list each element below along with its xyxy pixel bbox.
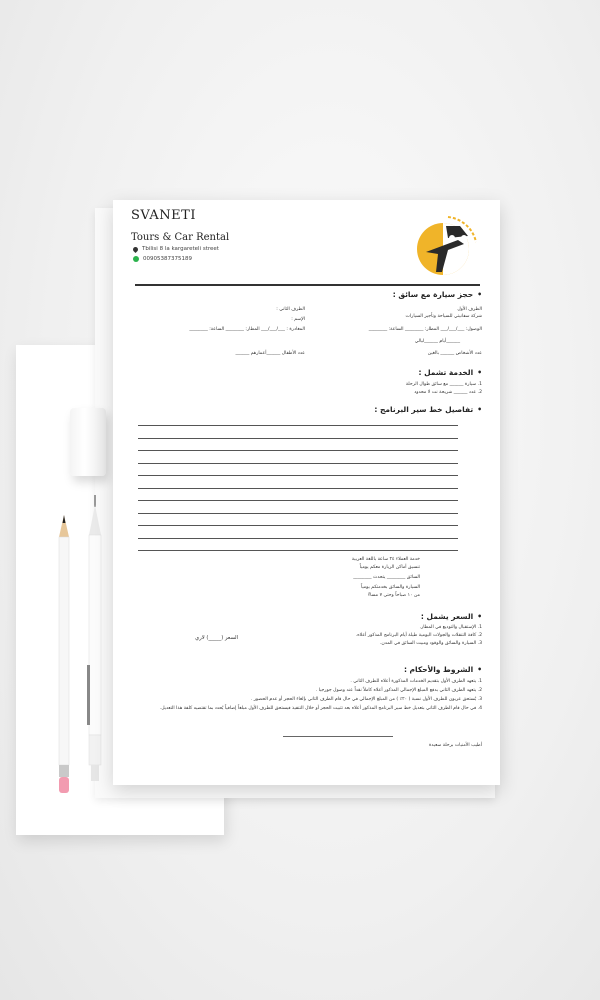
closing-text: أطيب الأمنيات برحلة سعيدة [429, 743, 482, 748]
write-line [138, 500, 458, 501]
arrival-line: الوصول: ___/___/___ المطار: ________ الساعة: ________ [368, 327, 482, 332]
terms-title: • الشروط والأحكام : [404, 665, 482, 674]
write-line [138, 425, 458, 426]
phone-text: 00905387375189 [143, 256, 192, 262]
price-item: 3. السيارة والسائق والوقود ومبيت السائق في المدن. [379, 641, 482, 646]
write-line [138, 488, 458, 489]
program-lines [138, 425, 458, 563]
company-subtitle: Tours & Car Rental [131, 232, 230, 243]
name-label: الإسم : [291, 317, 305, 322]
write-line [138, 550, 458, 551]
departure-line: المغادرة : ___/___/___ المطار: ________ الساعة: ________ [189, 327, 305, 332]
address-text: Tbilisi 8 la kargareteli street [142, 246, 219, 252]
first-party-label: الطرف الأول [457, 307, 482, 312]
children-line: عدد الأطفال ______أعمارهم ______ [235, 351, 305, 356]
eraser [70, 408, 106, 476]
whatsapp-icon [133, 256, 139, 262]
second-party-label: الطرف الثاني : [276, 307, 305, 312]
terms-item: 1. يتعهد الطرف الأول بتقديم الخدمات المذكورة أعلاه للطرف الثاني . [350, 679, 482, 684]
days-line: ______أيام ______ليالي [414, 339, 460, 344]
contact-info [133, 246, 219, 266]
signature-line [283, 736, 393, 737]
header-divider [135, 284, 480, 286]
write-line [138, 450, 458, 451]
mechanical-pencil-icon [82, 495, 108, 785]
terms-item: 4. في حال قام الطرف الثاني بتعديل خط سير البرنامج المذكور أعلاه بعد تثبيت الحجز أو خلال التنفيذ فيستحق للطرف الأول مبلغاً إضافياً يُحدد بما تقتضيه كلفة هذا التعديل. [159, 706, 482, 711]
pencil-icon [55, 515, 73, 795]
program-note: السيارة والسائق بخدمتكم يومياً [360, 585, 420, 590]
terms-item: 2. يتعهد الطرف الثاني بدفع المبلغ الإجمالي المذكور أعلاه كاملاً نقداً عند وصول جورجيا . [315, 688, 482, 693]
write-line [138, 463, 458, 464]
price-title: • السعر يشمل : [421, 612, 482, 621]
service-item: 2. عدد ______ شريحة نت لا محدود [414, 390, 482, 395]
write-line [138, 513, 458, 514]
service-item: 1. سيارة ______ مع سائق طوال الرحلة [405, 382, 482, 387]
address-row [133, 246, 219, 252]
first-party-company: شركة سفانيتي للسياحة وتأجير السيارات [405, 314, 482, 319]
company-brand [131, 208, 229, 243]
write-line [138, 538, 458, 539]
location-icon [132, 245, 139, 252]
people-line: عدد الأشخاص ______ بالغين [427, 351, 482, 356]
phone-row [133, 256, 219, 262]
program-note: من ١٠ صباحاً وحتى ٧ مساءً [367, 593, 420, 598]
booking-title: • حجز سيارة مع سائق : [393, 290, 482, 299]
price-line: السعر (_____) لاري [195, 635, 238, 641]
write-line [138, 525, 458, 526]
program-note: السائق ________ يتحدث ________ [353, 575, 420, 580]
write-line [138, 475, 458, 476]
write-line [138, 438, 458, 439]
price-item: 2. كافة التنقلات والجولات اليومية طيلة أيام البرنامج المذكور أعلاه. [355, 633, 482, 638]
service-title: • الخدمة تشمل : [418, 368, 482, 377]
program-title: • تفاصيل خط سير البرنامج : [374, 405, 482, 414]
terms-item: 3. يُستحق عربون للطرف الأول نسبة ( ٢٠٪ ) من المبلغ الإجمالي في حال قام الطرف الثاني بإلغاء الحجز أو عدم الحضور . [250, 697, 482, 702]
price-item: 1. الإستقبال والتوديع في المطار. [419, 625, 482, 630]
program-note: تنسيق أماكن الزيارة معكم يومياً [359, 565, 420, 570]
company-logo [408, 212, 478, 282]
booking-form-document [113, 200, 500, 785]
program-note: خدمة العملاء ٢٤ ساعة باللغة العربية [351, 557, 420, 562]
company-name: SVANETI [131, 208, 196, 223]
